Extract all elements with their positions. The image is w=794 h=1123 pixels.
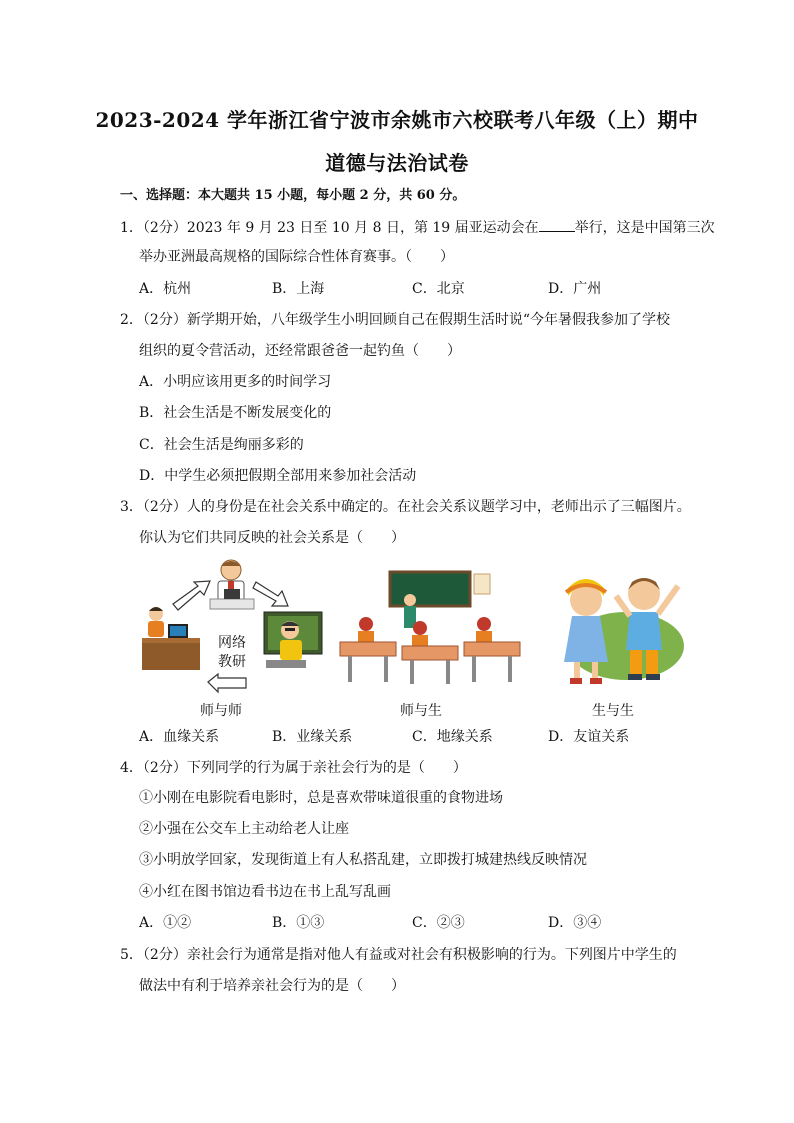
question-3-line1: 3．（2分）人的身份是在社会关系中确定的。在社会关系议题学习中，老师出示了三幅图片。	[120, 499, 691, 515]
question-4-option-d: D．③④	[548, 915, 602, 931]
social-relations-figure	[138, 556, 688, 724]
question-1-option-d: D．广州	[548, 281, 602, 297]
section-heading: 一、选择题：本大题共 15 小题，每小题 2 分，共 60 分。	[120, 188, 466, 203]
question-2-option-a: A．小明应该用更多的时间学习	[139, 374, 332, 390]
exam-title-line2: 道德与法治试卷	[325, 151, 469, 175]
question-3-line2: 你认为它们共同反映的社会关系是（ ）	[139, 530, 405, 546]
question-3-option-b: B．业缘关系	[272, 729, 353, 745]
caption-teacher-teacher: 师与师	[200, 703, 242, 719]
question-2-line1: 2．（2分）新学期开始，八年级学生小明回顾自己在假期生活时说“今年暑假我参加了学校	[120, 312, 670, 328]
question-3-option-d: D．友谊关系	[548, 729, 630, 745]
caption-student-student: 生与生	[592, 703, 634, 719]
question-1-line2: 举办亚洲最高规格的国际综合性体育赛事。（ ）	[139, 249, 454, 265]
question-1-text-a: 1．（2分）2023 年 9 月 23 日至 10 月 8 日，第 19 届亚运动会在	[120, 220, 539, 236]
question-4-option-a: A．①②	[139, 915, 192, 931]
question-4-item-3: ③小明放学回家，发现街道上有人私搭乱建，立即拨打城建热线反映情况	[139, 852, 587, 868]
question-4-item-1: ①小刚在电影院看电影时，总是喜欢带味道很重的食物进场	[139, 790, 503, 806]
question-1-option-c: C．北京	[412, 281, 465, 297]
question-5-line2: 做法中有利于培养亲社会行为的是（ ）	[139, 978, 405, 994]
question-2-option-b: B．社会生活是不断发展变化的	[139, 405, 332, 421]
answer-blank	[539, 217, 575, 232]
question-1-option-a: A．杭州	[139, 281, 192, 297]
question-4-item-4: ④小红在图书馆边看书边在书上乱写乱画	[139, 884, 391, 900]
question-1-option-b: B．上海	[272, 281, 325, 297]
question-4-option-b: B．①③	[272, 915, 325, 931]
panel1-label-network: 网络	[218, 635, 246, 651]
question-4-option-c: C．②③	[412, 915, 465, 931]
question-5-line1: 5．（2分）亲社会行为通常是指对他人有益或对社会有积极影响的行为。下列图片中学生的	[120, 947, 677, 963]
question-2-option-d: D．中学生必须把假期全部用来参加社会活动	[139, 468, 417, 484]
question-2-option-c: C．社会生活是绚丽多彩的	[139, 437, 304, 453]
student-student-illustration	[546, 566, 688, 696]
question-3-option-c: C．地缘关系	[412, 729, 493, 745]
teacher-teacher-illustration	[138, 556, 338, 701]
question-1-line1	[120, 217, 715, 237]
question-2-line2: 组织的夏令营活动，还经常跟爸爸一起钓鱼（ ）	[139, 343, 461, 359]
question-4-line1: 4．（2分）下列同学的行为属于亲社会行为的是（ ）	[120, 760, 467, 776]
question-1-text-b: 举行，这是中国第三次	[574, 220, 715, 236]
panel1-label-research: 教研	[218, 654, 246, 670]
caption-teacher-student: 师与生	[400, 703, 442, 719]
exam-title-line1: 2023-2024 学年浙江省宁波市余姚市六校联考八年级（上）期中	[95, 108, 699, 132]
question-3-option-a: A．血缘关系	[139, 729, 220, 745]
question-4-item-2: ②小强在公交车上主动给老人让座	[139, 821, 349, 837]
teacher-student-illustration	[338, 568, 528, 688]
